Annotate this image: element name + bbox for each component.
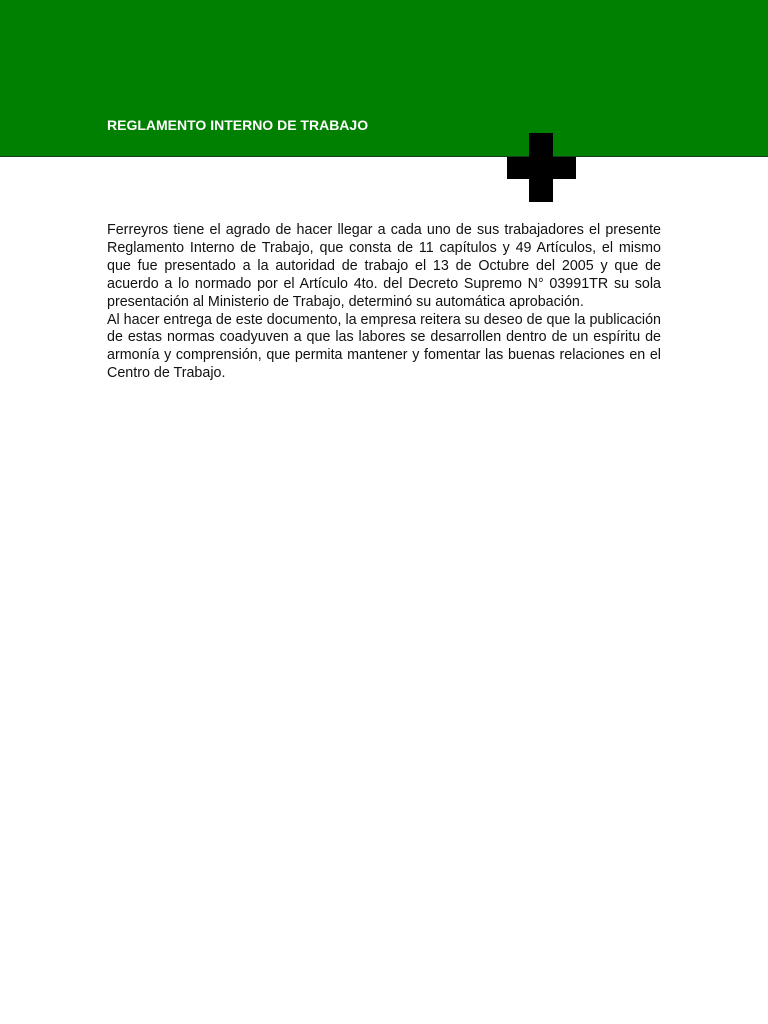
paragraph-intro: Ferreyros tiene el agrado de hacer llegar a cada uno de sus trabajadores el presente Reglamento Interno de Trabajo, que consta de 11 capítulos y 49 Artículos, el mismo que fue presentado a la autoridad de trabajo el 13 de Octubre del 2005 y que de acuerdo a lo normado por el Artículo 4to. del Decreto Supremo N° 03991TR su sola presentación al Ministerio de Trabajo, determinó su automática aprobación. (107, 222, 661, 310)
paragraph-delivery: Al hacer entrega de este documento, la empresa reitera su deseo de que la publicación de estas normas coadyuven a que las labores se desarrollen dentro de un espíritu de armonía y comprensión, que permita mantener y fomentar las buenas relaciones en el Centro de Trabajo. (107, 311, 661, 382)
cross-icon (507, 133, 576, 202)
cross-horizontal-bar (507, 157, 576, 179)
header-band (0, 0, 768, 157)
document-body (107, 222, 661, 383)
document-title: REGLAMENTO INTERNO DE TRABAJO (107, 117, 369, 133)
